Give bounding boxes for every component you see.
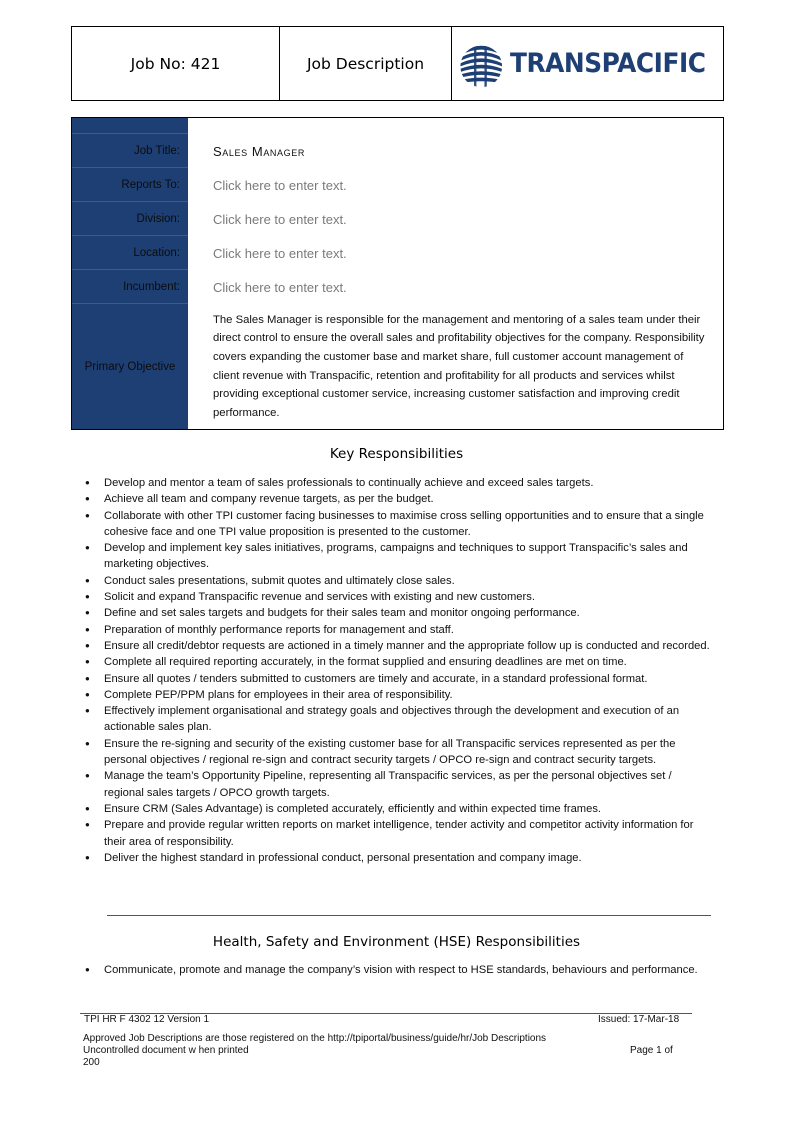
job-title-value[interactable]: Sales Manager (213, 143, 305, 159)
row-job-title (72, 134, 723, 168)
list-item: ● Ensure all credit/debtor requests are actioned in a timely manner and the appropriate follow up is conducted and recorded. (85, 638, 710, 654)
globe-stripes-icon (458, 39, 504, 89)
row-reports-to (72, 168, 723, 202)
location-field[interactable]: Click here to enter text. (213, 245, 347, 261)
approved-notice: Approved Job Descriptions are those registered on the http://tpiportal/business/guide/hr/Job Descriptions (83, 1033, 547, 1044)
list-item: ● Preparation of monthly performance reports for management and staff. (85, 622, 710, 638)
list-item: ● Conduct sales presentations, submit quotes and ultimately close sales. (85, 573, 710, 589)
company-logo (452, 27, 723, 100)
spacer-cell (72, 118, 188, 134)
list-item: ● Ensure CRM (Sales Advantage) is completed accurately, efficiently and within expected time frames. (85, 801, 710, 817)
list-item: ● Develop and mentor a team of sales professionals to continually achieve and exceed sales targets. (85, 475, 710, 491)
division-label: Division: (72, 202, 188, 236)
section-divider (107, 915, 711, 916)
form-reference: TPI HR F 4302 12 Version 1 (84, 1014, 210, 1025)
primary-objective-label: Primary Objective (72, 304, 188, 429)
list-item: ● Complete PEP/PPM plans for employees in their area of responsibility. (85, 687, 710, 703)
list-item: ● Develop and implement key sales initiatives, programs, campaigns and techniques to support Transpacific’s sales and marketing objectives. (85, 540, 710, 573)
list-item: ● Communicate, promote and manage the company’s vision with respect to HSE standards, behaviours and performance. (85, 962, 710, 978)
primary-objective-text: The Sales Manager is responsible for the management and mentoring of a sales team under their direct control to ensure the overall sales and profitability objectives for the company. Responsibility covers expanding the customer base and market share, full customer account management of client revenue with Transpacific, retention and profitability for all products and services whilst providing exceptional customer service, increasing customer satisfaction and improving credit performance. (213, 313, 705, 419)
list-item: ● Manage the team’s Opportunity Pipeline, representing all Transpacific services, as per the personal objectives set / regional sales targets / OPCO growth targets. (85, 768, 710, 801)
list-item: ● Collaborate with other TPI customer facing businesses to maximise cross selling opportunities and to ensure that a single cohesive face and one TPI value proposition is presented to the customer. (85, 508, 710, 541)
spacer-value (188, 118, 723, 134)
list-item: ● Prepare and provide regular written reports on market intelligence, tender activity and competitor activity information for their area of responsibility. (85, 817, 710, 850)
row-location (72, 236, 723, 270)
division-field[interactable]: Click here to enter text. (213, 211, 347, 227)
location-label: Location: (72, 236, 188, 270)
incumbent-field[interactable]: Click here to enter text. (213, 279, 347, 295)
document-type: Job Description (280, 27, 452, 100)
logo-wordmark: TRANSPACIFIC (510, 48, 706, 79)
list-item: ● Define and set sales targets and budgets for their sales team and monitor ongoing performance. (85, 605, 710, 621)
list-item: ● Solicit and expand Transpacific revenue and services with existing and new customers. (85, 589, 710, 605)
job-title-label: Job Title: (72, 134, 188, 168)
document-header (71, 26, 724, 101)
list-item: ● Ensure the re-signing and security of the existing customer base for all Transpacific services represented as per the personal objectives / regional re-sign and contract security targets / OPCO re-sign and contract security targets. (85, 736, 710, 769)
job-number: Job No: 421 (72, 27, 280, 100)
hse-heading: Health, Safety and Environment (HSE) Responsibilities (212, 934, 581, 950)
incumbent-label: Incumbent: (72, 270, 188, 304)
hse-responsibilities-list (85, 962, 710, 978)
list-item: ● Achieve all team and company revenue targets, as per the budget. (85, 491, 710, 507)
page-number: Page 1 of (630, 1045, 673, 1056)
list-item: ● Deliver the highest standard in professional conduct, personal presentation and company image. (85, 850, 710, 866)
list-item: ● Effectively implement organisational and strategy goals and objectives through the development and execution of an actionable sales plan. (85, 703, 710, 736)
reports-to-label: Reports To: (72, 168, 188, 202)
list-item: ● Ensure all quotes / tenders submitted to customers are timely and accurate, in a standard professional format. (85, 671, 710, 687)
row-primary-objective (72, 304, 723, 429)
issued-date: Issued: 17-Mar-18 (598, 1014, 680, 1025)
key-responsibilities-list (85, 475, 710, 866)
list-item: ● Complete all required reporting accurately, in the format supplied and ensuring deadlines are met on time. (85, 654, 710, 670)
row-division (72, 202, 723, 236)
footer-divider (80, 1013, 692, 1014)
row-incumbent (72, 270, 723, 304)
table-spacer-row (72, 118, 723, 134)
page-total: 200 (83, 1057, 100, 1068)
reports-to-field[interactable]: Click here to enter text. (213, 177, 347, 193)
job-info-table (71, 117, 724, 430)
uncontrolled-notice: Uncontrolled document w hen printed (83, 1045, 249, 1056)
key-responsibilities-heading: Key Responsibilities (329, 446, 464, 462)
